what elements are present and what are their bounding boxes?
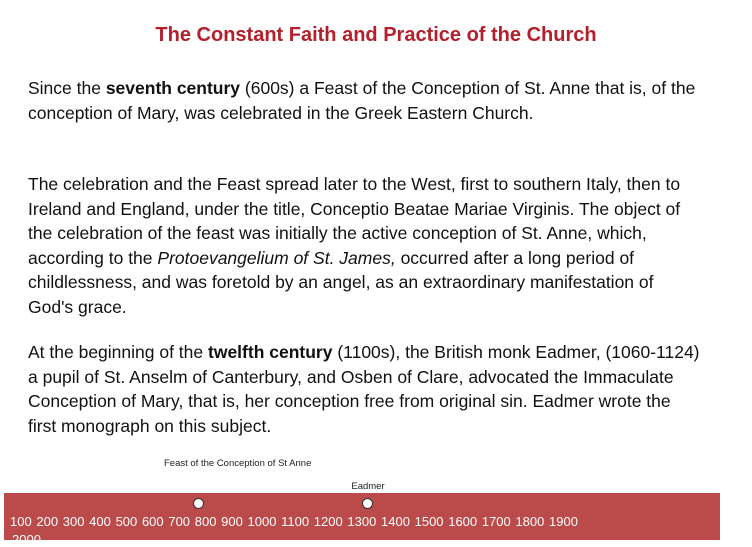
p2-text-2: occurred after a long period of childlessness, and was foretold by an angel, as an extraordinary manifestation of God's grace.	[28, 247, 654, 317]
timeline-year: 1400	[381, 514, 410, 529]
p1-text-2: (600s) a Feast of the Conception of St. Anne that is, of the conception of Mary, was celebrated in the Greek Eastern Church.	[28, 78, 696, 123]
timeline-year: 800	[194, 514, 217, 529]
timeline-year: 1200	[313, 514, 343, 529]
timeline-label-eadmer: Eadmer	[351, 481, 385, 492]
timeline-year: 200	[36, 514, 59, 529]
timeline-year: 700	[168, 514, 191, 529]
timeline-year: 500	[115, 514, 138, 529]
timeline-year: 900	[221, 514, 243, 529]
timeline-year: 400	[89, 514, 111, 529]
timeline-year: 1300	[347, 514, 377, 529]
paragraph-seventh-century	[28, 76, 700, 125]
timeline-marker-feast	[193, 498, 204, 509]
timeline-year: 100	[10, 514, 32, 529]
timeline-year: 600	[141, 514, 164, 529]
p3-bold-twelfth-century: twelfth century	[208, 342, 333, 362]
paragraph-twelfth-century	[28, 340, 700, 438]
timeline-year: 1600	[448, 514, 478, 529]
timeline-year: 1900	[549, 514, 578, 529]
timeline-year: 1800	[515, 514, 545, 529]
page-title: The Constant Faith and Practice of the Church	[155, 24, 597, 46]
p2-italic-protoevangelium: Protoevangelium of St. James,	[157, 247, 396, 268]
p1-bold-seventh-century: seventh century	[105, 78, 241, 98]
timeline-year-overflow: 2000	[12, 532, 41, 547]
timeline-years	[10, 514, 583, 529]
timeline-year: 1700	[481, 514, 511, 529]
paragraph-west-spread	[28, 172, 700, 319]
timeline-label-feast: Feast of the Conception of St Anne	[164, 458, 312, 469]
p1-text-1: Since the	[28, 78, 106, 98]
timeline-year: 1000	[247, 514, 277, 529]
timeline-year: 1100	[281, 514, 310, 529]
p2-text-1: The celebration and the Feast spread later to the West, first to southern Italy, then to Ireland and England, under the title, Conceptio Beatae Mariae Virginis. The object of the celebration of the feast was initially the active conception of St. Anne, which, according to the	[28, 174, 681, 268]
timeline-year: 1500	[414, 514, 444, 529]
p3-text-2: (1100s), the British monk Eadmer, (1060-1124) a pupil of St. Anselm of Canterbury, and Osben of Clare, advocated the Immaculate Conception of Mary, that is, her conception free from original sin. Eadmer wrote the first monograph on this subject.	[28, 342, 700, 436]
timeline-year: 300	[62, 514, 85, 529]
p3-text-1: At the beginning of the	[28, 342, 208, 362]
timeline-marker-eadmer	[362, 498, 373, 509]
